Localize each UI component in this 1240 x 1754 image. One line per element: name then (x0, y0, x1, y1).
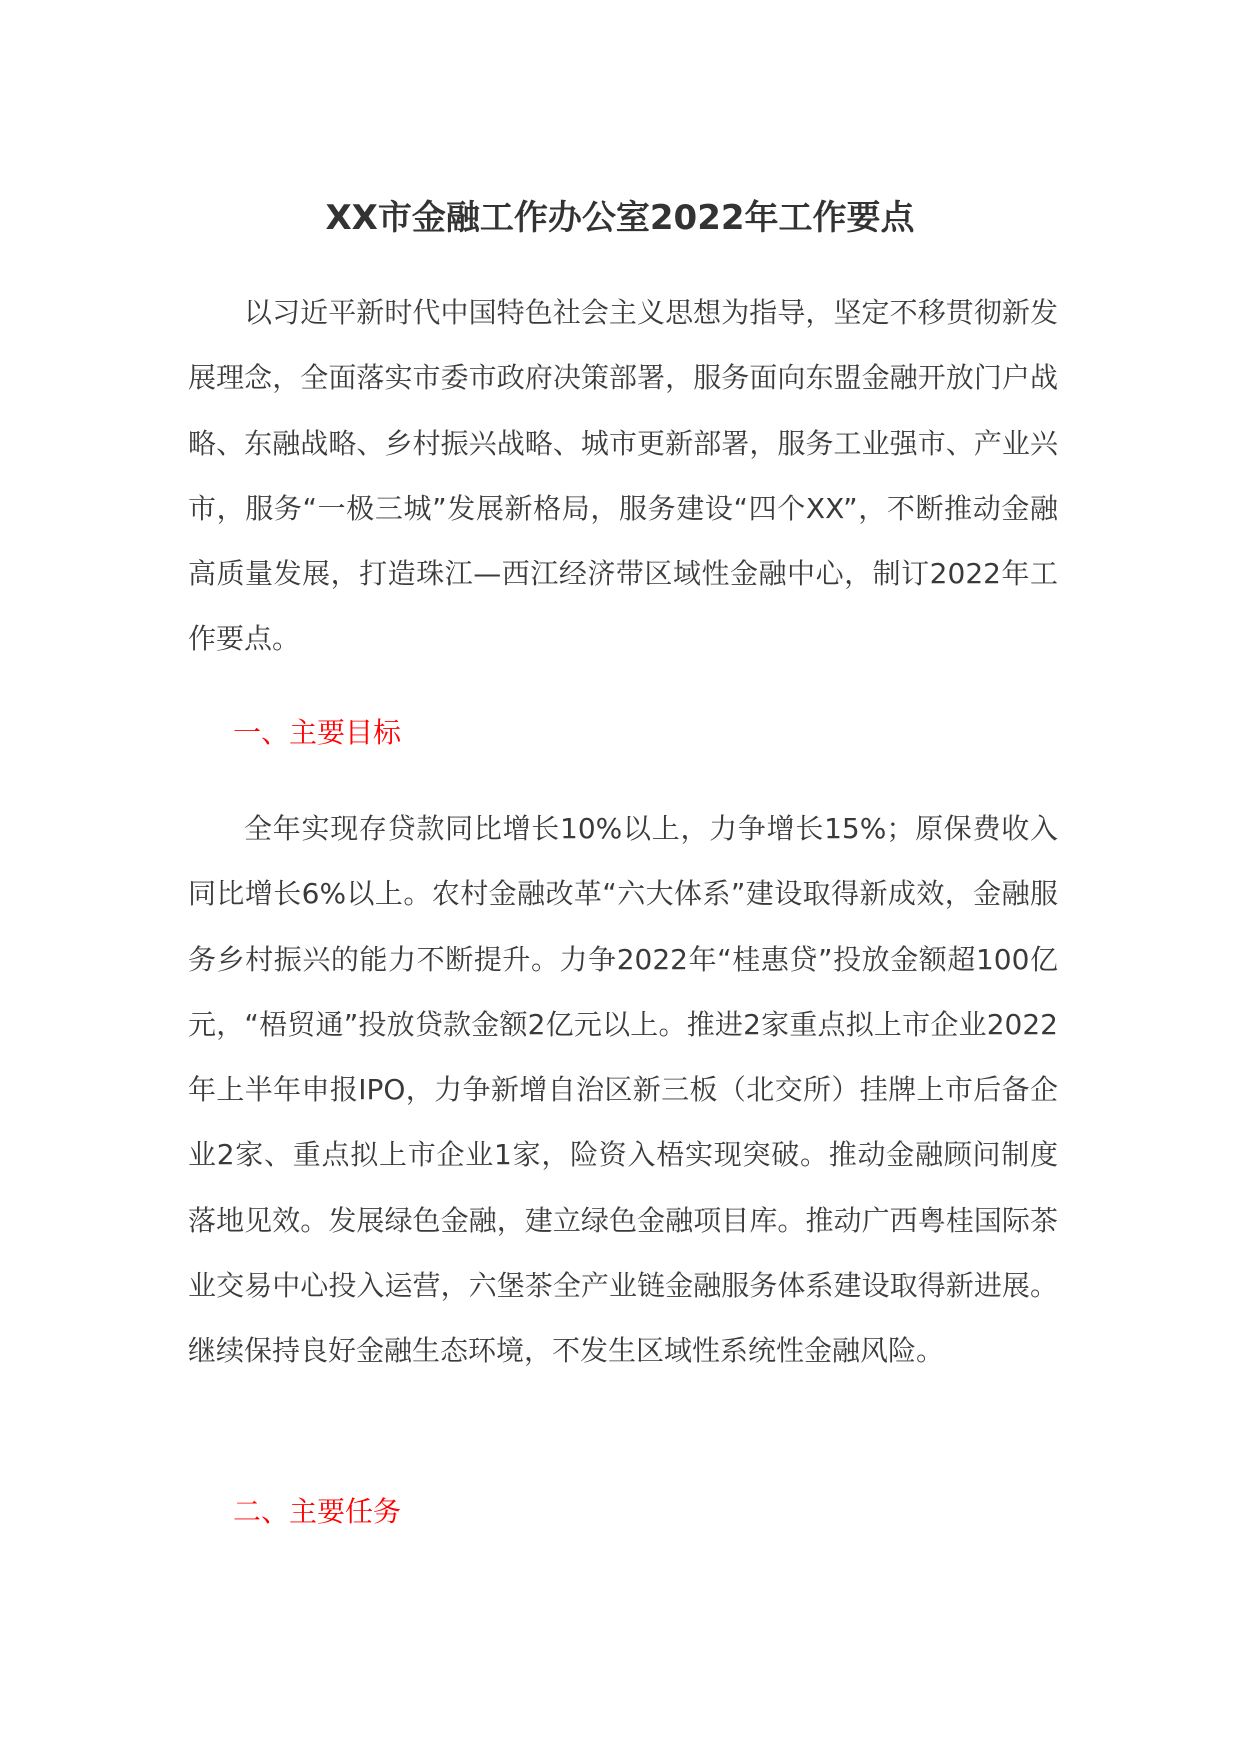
section-heading-goals: 一、主要目标 (233, 716, 402, 749)
section-heading-tasks: 二、主要任务 (233, 1495, 402, 1528)
goals-paragraph: 全年实现存贷款同比增长10%以上，力争增长15%；原保费收入同比增长6%以上。农村金融改革“六大体系”建设取得新成效，金融服务乡村振兴的能力不断提升。力争2022年“桂惠贷”投放金额超100亿元，“梧贸通”投放贷款金额2亿元以上。推进2家重点拟上市企业2022年上半年申报IPO，力争新增自治区新三板（北交所）挂牌上市后备企业2家、重点拟上市企业1家，险资入梧实现突破。推动金融顾问制度落地见效。发展绿色金融，建立绿色金融项目库。推动广西粤桂国际茶业交易中心投入运营，六堡茶全产业链金融服务体系建设取得新进展。继续保持良好金融生态环境，不发生区域性系统性金融风险。 (188, 812, 1058, 1368)
document-title: XX市金融工作办公室2022年工作要点 (325, 198, 915, 238)
intro-paragraph: 以习近平新时代中国特色社会主义思想为指导，坚定不移贯彻新发展理念，全面落实市委市政府决策部署，服务面向东盟金融开放门户战略、东融战略、乡村振兴战略、城市更新部署，服务工业强市、产业兴市，服务“一极三城”发展新格局，服务建设“四个XX”，不断推动金融高质量发展，打造珠江—西江经济带区域性金融中心，制订2022年工作要点。 (188, 296, 1058, 656)
